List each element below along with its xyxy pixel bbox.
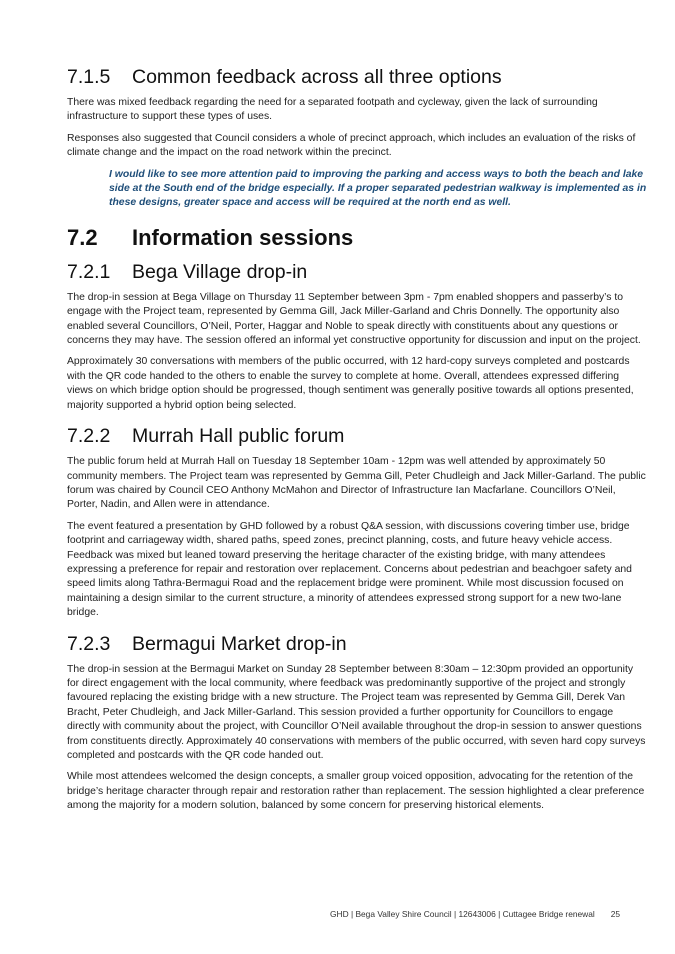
heading-7-2-3 bbox=[67, 631, 647, 657]
paragraph: The event featured a presentation by GHD followed by a robust Q&A session, with discussions covering timber use, bridge footprint and carriageway width, shared paths, speed zones, precinct planning, costs, and future heavy vehicle access. Feedback was mixed but leaned toward preserving the heritage character of the existing bridge, with many attendees expressing a preference for repair and restoration over replacement. Concerns about pedestrian and beachgoer safety and speed limits along Tathra-Bermagui Road and the replacement bridge were prominent. While most discussion focused on maintaining a design similar to the current structure, a minority of attendees expressed strong support for a new two-lane bridge. bbox=[67, 520, 632, 619]
paragraph: The public forum held at Murrah Hall on Tuesday 18 September 10am - 12pm was well attended by approximately 50 community members. The Project team was represented by Gemma Gill, Peter Chudleigh and Jack Miller-Garland. The public forum was chaired by Council CEO Anthony McMahon and Director of Infrastructure Ian Macfarlane. Councillors O’Neil, Porter, Nadin, and Allen were in attendance. bbox=[67, 456, 646, 511]
heading-7-2-2 bbox=[67, 423, 647, 449]
paragraph: The drop-in session at the Bermagui Market on Sunday 28 September between 8:30am – 12:30pm provided an opportunity for direct engagement with the local community, where feedback was predominantly supportive of the project and strongly favoured replacing the existing bridge with a new structure. The Project team was represented by Gemma Gill, Derek Van Bracht, Peter Chudleigh, and Jack Miller-Garland. This session provided a further opportunity for Councillors to engage directly with community about the project, with Councillor O’Neil available throughout the drop-in session to answer questions from constituents directly. Approximately 40 conservations with members of the public occurred, with seven hard copy surveys completed and postcards with the QR code handed out. bbox=[67, 663, 646, 761]
heading-7-2 bbox=[67, 223, 647, 253]
heading-title: Bega Village drop-in bbox=[132, 260, 308, 283]
paragraph: While most attendees welcomed the design concepts, a smaller group voiced opposition, advocating for the retention of the bridge’s heritage character through repair and restoration rather than replacement. The session highlighted a clear preference among the majority for a modern solution, balanced by some concern for preserving historical elements. bbox=[67, 771, 645, 812]
heading-7-1-5 bbox=[67, 64, 647, 90]
heading-title: Bermagui Market drop-in bbox=[132, 632, 347, 655]
heading-7-2-1 bbox=[67, 259, 647, 285]
heading-number: 7.2.3 bbox=[67, 632, 111, 655]
heading-number: 7.2.1 bbox=[67, 260, 111, 283]
heading-title: Murrah Hall public forum bbox=[132, 425, 345, 448]
footer-text: GHD | Bega Valley Shire Council | 12643006 | Cuttagee Bridge renewal bbox=[330, 909, 595, 919]
page-number: 25 bbox=[610, 909, 621, 919]
paragraph: Approximately 30 conversations with members of the public occurred, with 12 hard-copy surveys completed and postcards with the QR code handed to the others to enable the survey to complete at home. Overall, attendees expressed differing views on which bridge option should be progressed, though sentiment was generally positive towards all options presented, majority supported a hybrid option being selected. bbox=[67, 356, 634, 411]
heading-title: Common feedback across all three options bbox=[132, 66, 502, 88]
page-footer bbox=[330, 909, 620, 919]
paragraph: Responses also suggested that Council considers a whole of precinct approach, which includes an evaluation of the risks of climate change and the impact on the road network within the precinct. bbox=[67, 132, 636, 159]
heading-number: 7.1.5 bbox=[67, 66, 111, 88]
document-page bbox=[67, 64, 647, 821]
paragraph: The drop-in session at Bega Village on Thursday 11 September between 3pm - 7pm enabled shoppers and passerby’s to engage with the Project team, represented by Gemma Gill, Jack Miller-Garland and Chris Donnelly. The opportunity also enabled several Councillors, O’Neil, Porter, Haggar and Noble to speak directly with constituents about any questions or concerns they may have. The session offered an informal yet constructive opportunity for discussion and input on the project. bbox=[67, 291, 641, 347]
heading-number: 7.2 bbox=[67, 224, 98, 250]
heading-number: 7.2.2 bbox=[67, 425, 111, 448]
paragraph: There was mixed feedback regarding the need for a separated footpath and cycleway, given the lack of surrounding infrastructure to support these types of uses. bbox=[67, 97, 598, 123]
heading-title: Information sessions bbox=[132, 224, 354, 250]
community-quote: I would like to see more attention paid to improving the parking and access ways to both the beach and lake side at the South end of the bridge especially. If a proper separated pedestrian walkway is implemented as in these designs, greater space and access will be required at the north end as well. bbox=[109, 168, 647, 209]
